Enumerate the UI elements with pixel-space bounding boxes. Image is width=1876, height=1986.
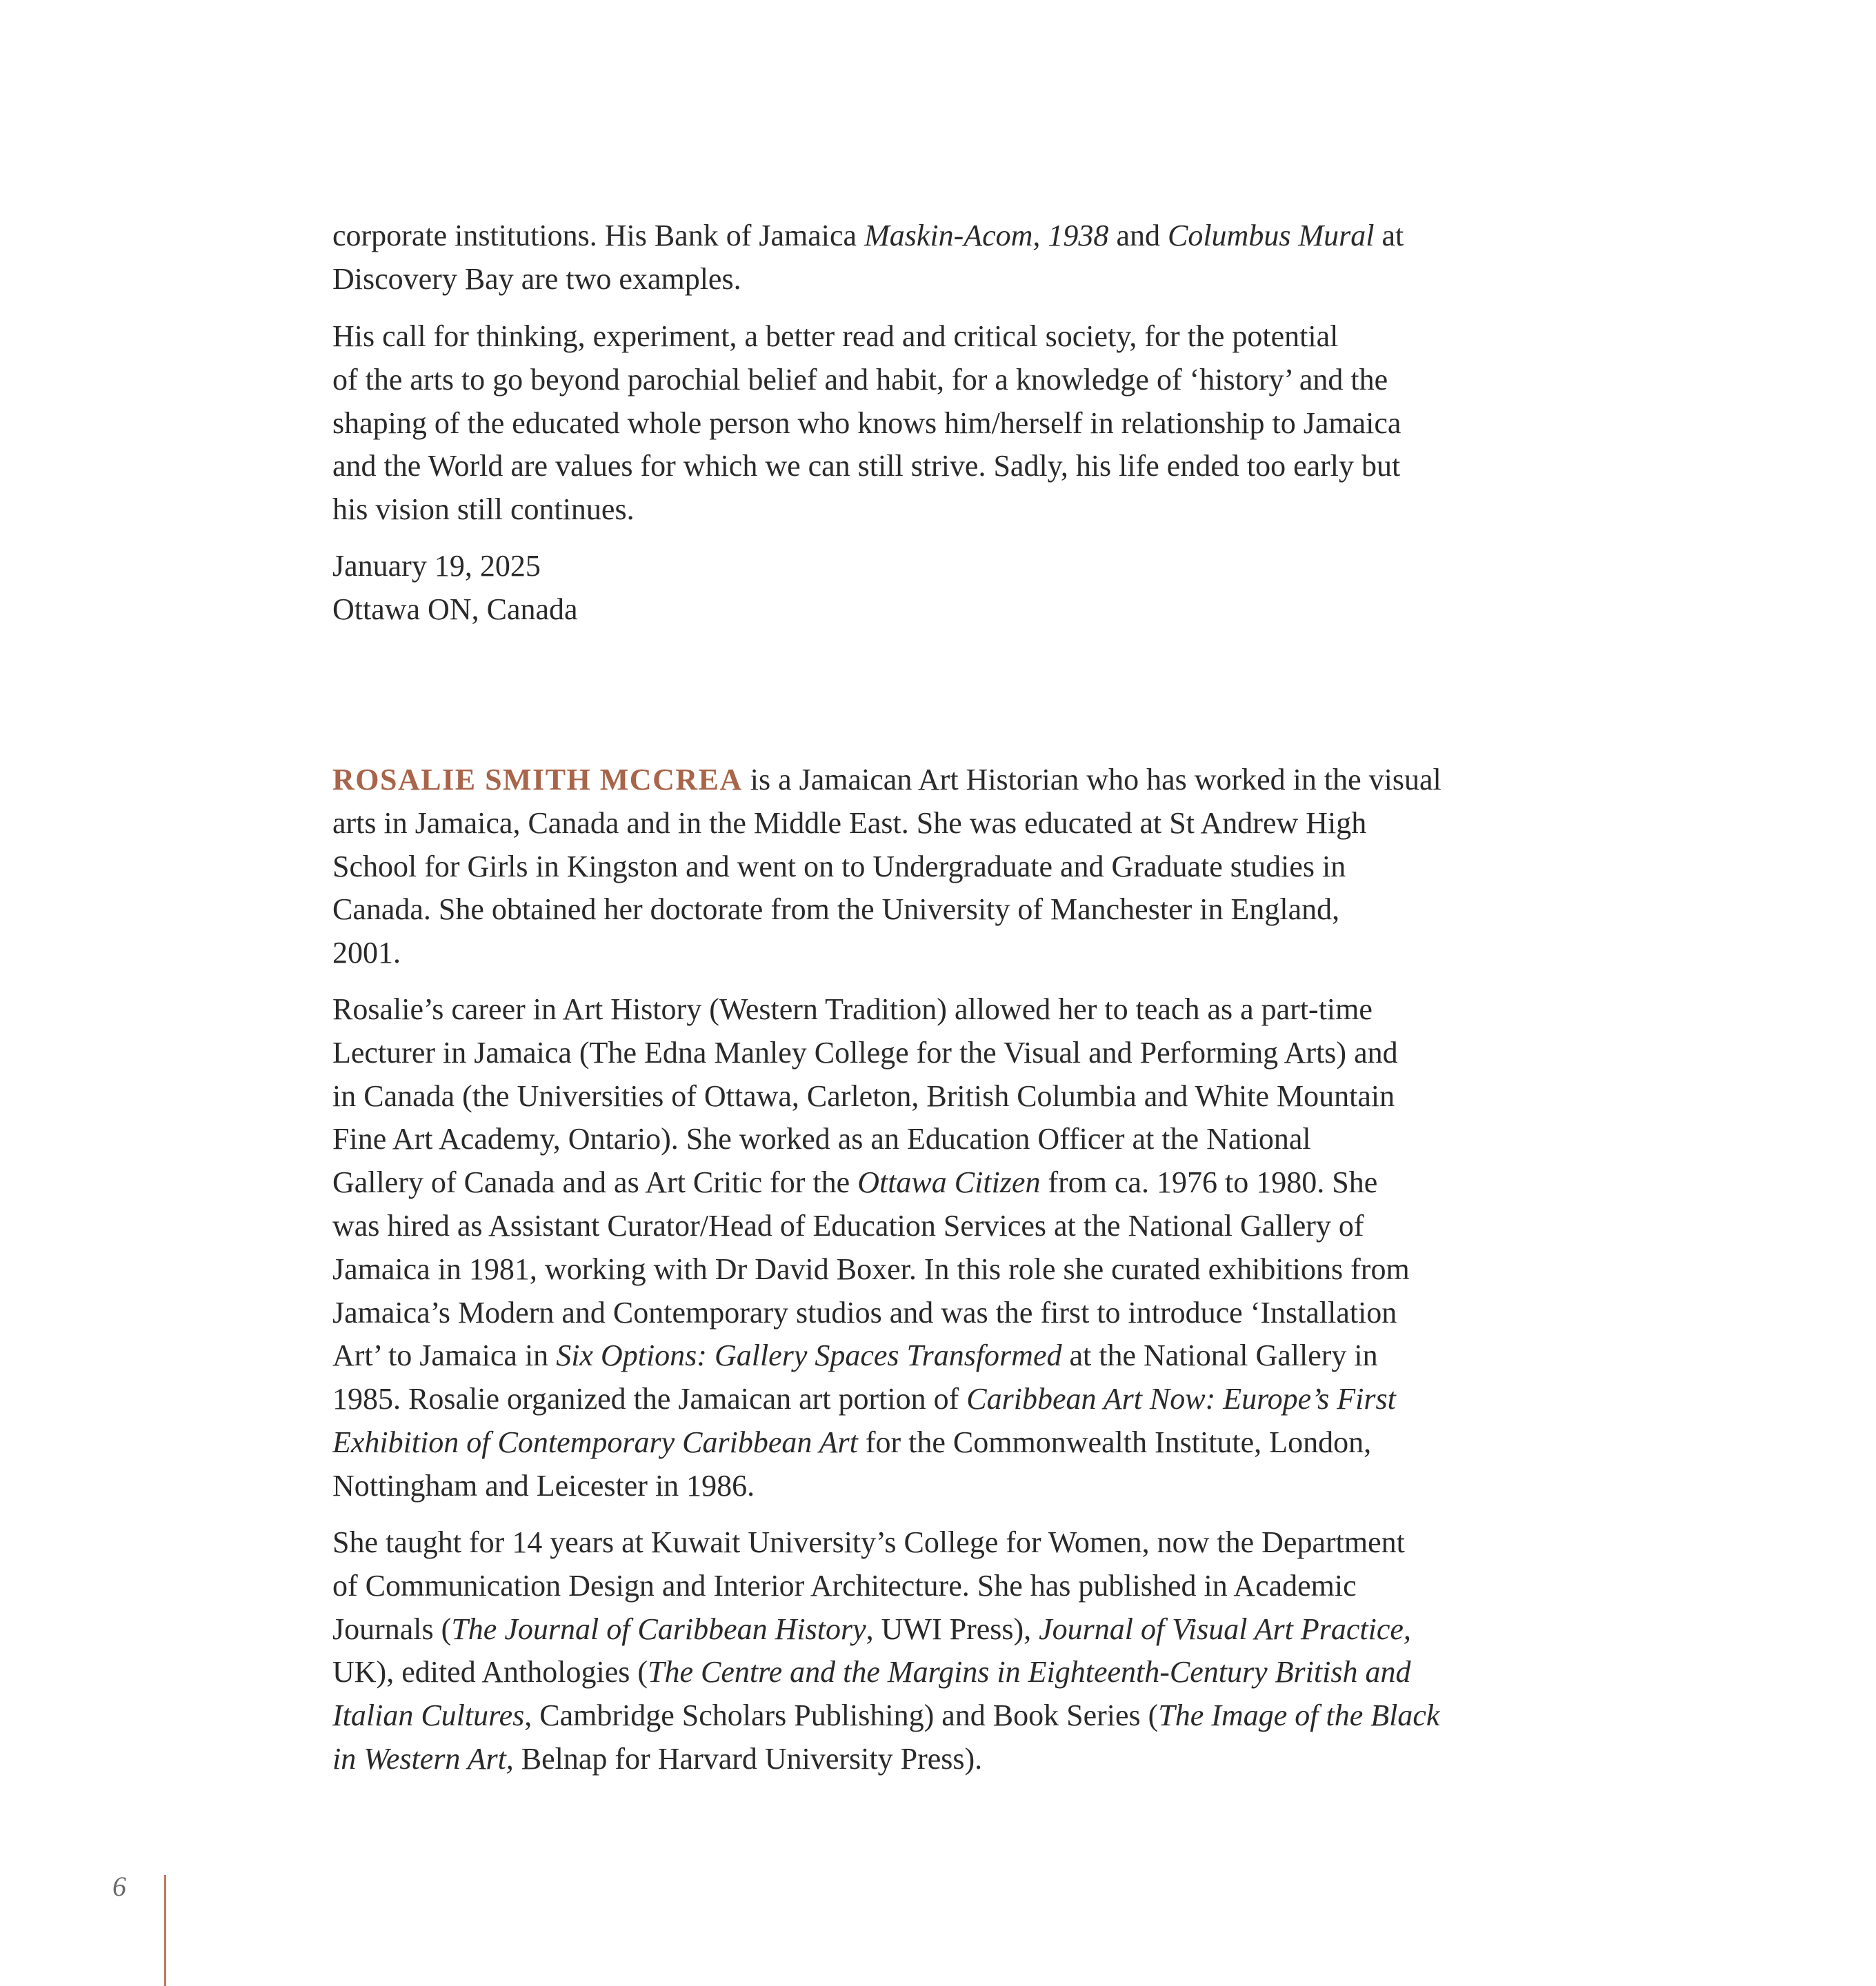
italic-title: Six Options: Gallery Spaces Transformed — [556, 1338, 1062, 1373]
text-run: January 19, 2025 — [332, 549, 541, 583]
author-name: ROSALIE SMITH MCCREA — [332, 763, 743, 796]
text-line — [332, 888, 1574, 932]
text-line — [332, 1738, 1574, 1781]
bio-paragraph-career — [332, 988, 1574, 1508]
text-run: Gallery of Canada and as Art Critic for the — [332, 1165, 858, 1200]
text-run: Belnap for Harvard University Press). — [513, 1741, 983, 1776]
text-run: shaping of the educated whole person who knows him/herself in relationship to Jamaica — [332, 405, 1401, 440]
page-number: 6 — [112, 1871, 126, 1902]
italic-title: The Centre and the Margins in Eighteenth-Century British and — [648, 1655, 1411, 1689]
text-run: His call for thinking, experiment, a better read and critical society, for the potential — [332, 319, 1339, 353]
text-run: , UWI Press), — [866, 1612, 1039, 1646]
text-run: of Communication Design and Interior Architecture. She has published in Academic — [332, 1568, 1357, 1603]
text-run: She taught for 14 years at Kuwait University’s College for Women, now the Department — [332, 1525, 1405, 1559]
text-line — [332, 1521, 1574, 1565]
text-line — [332, 258, 1574, 301]
text-run: Rosalie’s career in Art History (Western Tradition) allowed her to teach as a part-time — [332, 992, 1373, 1026]
italic-title: Columbus Mural — [1167, 219, 1375, 252]
text-run: was hired as Assistant Curator/Head of Education Services at the National Gallery of — [332, 1208, 1364, 1243]
italic-title: Maskin-Acom, 1938 — [864, 219, 1109, 252]
text-line — [332, 1378, 1574, 1421]
text-run: Lecturer in Jamaica (The Edna Manley College for the Visual and Performing Arts) and — [332, 1035, 1398, 1070]
text-line — [332, 315, 1574, 359]
text-run: Canada. She obtained her doctorate from the University of Manchester in England, — [332, 892, 1340, 927]
text-run: corporate institutions. His Bank of Jamaica — [332, 219, 865, 252]
italic-title: Exhibition of Contemporary Caribbean Art — [332, 1425, 858, 1459]
text-line — [332, 1608, 1574, 1652]
text-run: Jamaica in 1981, working with Dr David Boxer. In this role she curated exhibitions from — [332, 1252, 1410, 1286]
paragraph-vision — [332, 315, 1574, 532]
text-run: Jamaica’s Modern and Contemporary studios and was the first to introduce ‘Installation — [332, 1295, 1397, 1330]
text-run: in Canada (the Universities of Ottawa, Carleton, British Columbia and White Mountain — [332, 1079, 1395, 1113]
bio-paragraph-publications — [332, 1521, 1574, 1781]
text-line — [332, 1565, 1574, 1608]
text-line — [332, 802, 1574, 845]
text-run: , Cambridge Scholars Publishing) and Book Series ( — [524, 1698, 1159, 1733]
text-line — [332, 1292, 1574, 1335]
text-run: and — [1108, 219, 1168, 252]
text-line — [332, 1694, 1574, 1738]
text-run: of the arts to go beyond parochial belief and habit, for a knowledge of ‘history’ and the — [332, 362, 1388, 397]
text-run: and the World are values for which we can still strive. Sadly, his life ended too early but — [332, 449, 1401, 483]
text-line — [332, 359, 1574, 402]
bio-paragraph-intro — [332, 759, 1574, 975]
text-run: at the National Gallery in — [1061, 1338, 1378, 1373]
italic-title: The Image of the Black — [1158, 1698, 1440, 1733]
text-line — [332, 1032, 1574, 1075]
italic-title: The Journal of Caribbean History — [451, 1612, 866, 1646]
text-line — [332, 845, 1574, 889]
text-line — [332, 988, 1574, 1032]
text-run: Art’ to Jamaica in — [332, 1338, 557, 1373]
text-line — [332, 445, 1574, 488]
text-line — [332, 1465, 1574, 1508]
italic-title: in Western Art, — [332, 1741, 514, 1776]
text-run: School for Girls in Kingston and went on to Undergraduate and Graduate studies in — [332, 849, 1346, 883]
text-run: arts in Jamaica, Canada and in the Middle East. She was educated at St Andrew High — [332, 805, 1367, 840]
text-line — [332, 214, 1574, 258]
text-line — [332, 588, 1574, 632]
text-run: for the Commonwealth Institute, London, — [857, 1425, 1372, 1459]
text-line — [332, 545, 1574, 588]
text-line — [332, 1651, 1574, 1694]
text-run: Discovery Bay are two examples. — [332, 261, 741, 296]
text-run: Nottingham and Leicester in 1986. — [332, 1468, 755, 1503]
italic-title: Journal of Visual Art Practice, — [1039, 1612, 1411, 1646]
italic-title: Ottawa Citizen — [857, 1165, 1041, 1200]
text-line — [332, 932, 1574, 975]
text-line — [332, 1248, 1574, 1292]
text-line — [332, 1421, 1574, 1465]
text-run: his vision still continues. — [332, 492, 635, 527]
text-run: from ca. 1976 to 1980. She — [1040, 1165, 1378, 1200]
signoff-date-place — [332, 545, 1574, 632]
text-line — [332, 402, 1574, 445]
text-run: 1985. Rosalie organized the Jamaican art portion of — [332, 1382, 967, 1416]
text-run: UK), edited Anthologies ( — [332, 1655, 648, 1689]
text-line — [332, 1334, 1574, 1378]
text-run: Fine Art Academy, Ontario). She worked as an Education Officer at the National — [332, 1122, 1311, 1156]
italic-title: Caribbean Art Now: Europe’s First — [966, 1382, 1396, 1416]
text-run: Journals ( — [332, 1612, 452, 1646]
text-run: 2001. — [332, 936, 401, 970]
margin-rule — [164, 1875, 166, 1986]
text-run: at — [1374, 219, 1404, 252]
text-line — [332, 1075, 1574, 1119]
text-line — [332, 1161, 1574, 1205]
text-line — [332, 488, 1574, 532]
text-run: is a Jamaican Art Historian who has worked in the visual — [742, 763, 1441, 796]
text-run: Ottawa ON, Canada — [332, 592, 578, 626]
text-line — [332, 1118, 1574, 1161]
text-line — [332, 759, 1574, 802]
italic-title: Italian Cultures — [332, 1698, 525, 1733]
text-line — [332, 1205, 1574, 1248]
paragraph-murals — [332, 214, 1574, 301]
